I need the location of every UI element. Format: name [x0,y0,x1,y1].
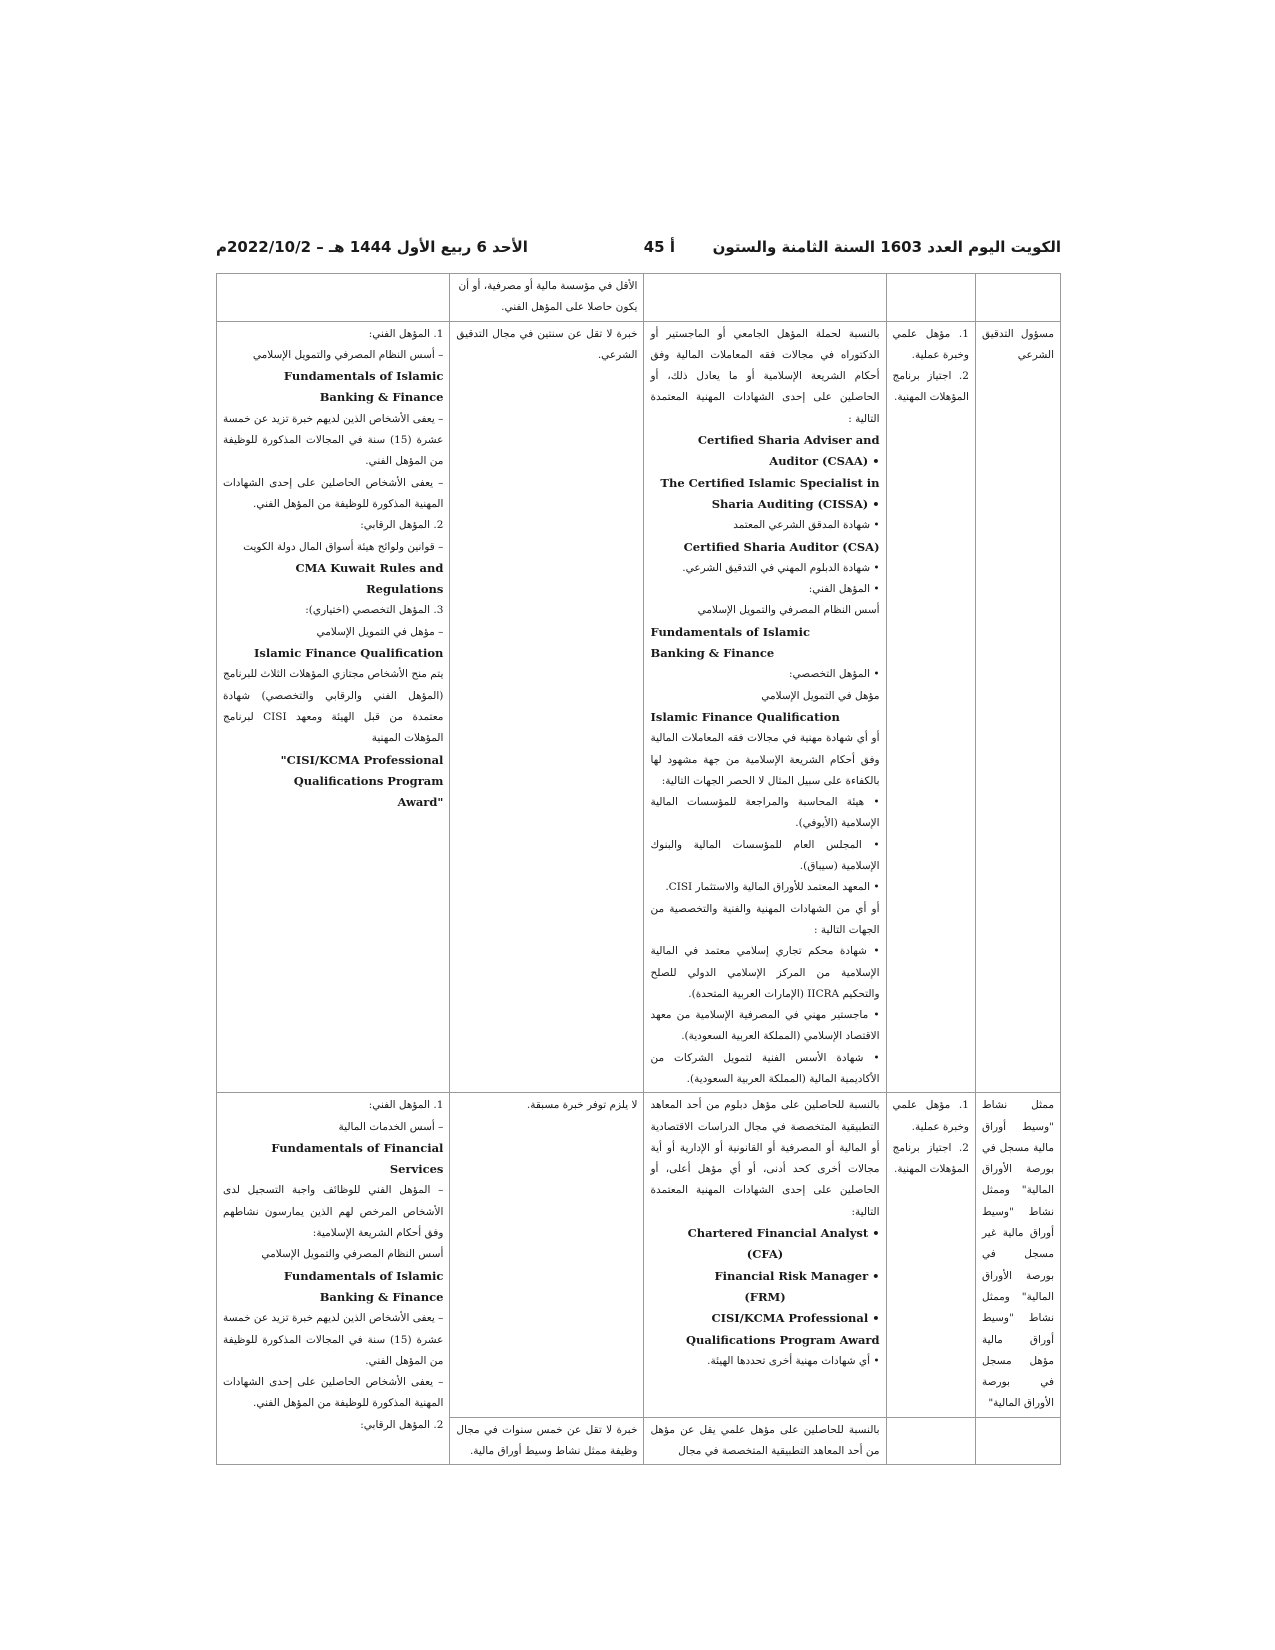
cell-text: • المؤهل الفني: [808,583,880,596]
academic-cell [644,1093,886,1417]
qualifications-table [216,273,1061,1465]
experience-cell [450,321,644,1093]
cell-text: • المعهد المعتمد للأوراق المالية والاستثمار CISI. [665,881,880,894]
cell-text-english: The Certified Islamic Specialist in Sharia Auditing (CISSA) • [660,475,880,511]
experience-text: الأقل في مؤسسة مالية أو مصرفية، أو أن [458,280,638,292]
cell-text-english: Chartered Financial Analyst • [687,1226,880,1241]
page-header [216,238,1061,266]
academic-cell [644,321,886,1093]
cell-text-english: "CISI/KCMA Professional [280,752,444,767]
cell-text: 3. المؤهل التخصصي (اختياري): [305,604,444,617]
cell-text-english: Certified Sharia Adviser and Auditor (CSAA) • [697,433,880,469]
cell-text: يتم منح الأشخاص مجتازي المؤهلات الثلاث للبرنامج (المؤهل الفني والرقابي والتخصصي) شهادة معتمدة من قبل الهيئة ومعهد CISI لبرنامج المؤهلات المهنية [223,668,444,745]
experience-cell [450,274,644,322]
table-row-securities-broker [217,1093,1061,1417]
cell-text-english: Fundamentals of Islamic [650,624,810,639]
cell-text: – يعفى الأشخاص الذين لديهم خبرة تزيد عن خمسة عشرة (15) سنة في المجالات المذكورة للوظيفة من المؤهل الفني. [223,1312,444,1367]
cell-text: • المؤهل التخصصي: [789,668,880,681]
experience-text: خبرة لا تقل عن خمس سنوات في مجال وظيفة ممثل نشاط وسيط أوراق مالية. [456,1423,638,1458]
cell-text: 2. المؤهل الرقابي: [360,1418,444,1431]
cell-text: – يعفى الأشخاص الحاصلين على إحدى الشهادات المهنية المذكورة للوظيفة من المؤهل الفني. [223,1376,444,1410]
cell-text-english: CISI/KCMA Professional • [711,1311,880,1326]
cell-text: أو أي من الشهادات المهنية والفنية والتخصصية من الجهات التالية : [650,902,880,936]
table-row-continuation [217,274,1061,322]
requirements-cell [886,321,975,1093]
professional-cell [217,321,450,1093]
cell-text-english: Certified Sharia Auditor (CSA) [683,539,880,554]
cell-text: أسس النظام المصرفي والتمويل الإسلامي [697,604,880,617]
cell-text: • شهادة الأسس الفنية لتمويل الشركات من الأكاديمية المالية (المملكة العربية السعودية). [650,1051,880,1085]
requirements-cell [886,274,975,322]
cell-text: بالنسبة لحملة المؤهل الجامعي أو الماجستير أو الدكتوراه في مجالات فقه المعاملات المالية وفق أحكام الشريعة الإسلامية أو ما يعادل ذلك، أو الحاصلين على إحدى الشهادات المهنية المعتمدة التالية : [650,327,880,425]
cell-text: – المؤهل الفني للوظائف واجبة التسجيل لدى الأشخاص المرخص لهم الذين يمارسون نشاطهم وفق أحكام الشريعة الإسلامية: [223,1184,444,1240]
requirement-item: 1. مؤهل علمي وخبرة عملية. [892,1099,969,1133]
professional-cell [217,274,450,322]
job-title-cell [975,1417,1060,1465]
cell-text: • هيئة المحاسبة والمراجعة للمؤسسات المالية الإسلامية (الأيوفي). [650,796,880,830]
cell-text-english: Banking & Finance [319,390,444,405]
cell-text-english: Banking & Finance [650,646,775,661]
academic-cell [644,274,886,322]
cell-text-english: Qualifications Program [293,773,444,788]
academic-text: بالنسبة للحاصلين على مؤهل علمي يقل عن مؤهل من أحد المعاهد التطبيقية المتخصصة في مجال [650,1423,880,1458]
cell-text: 1. المؤهل الفني: [368,1099,444,1112]
cell-text: • المجلس العام للمؤسسات المالية والبنوك الإسلامية (سيباق). [650,838,880,873]
cell-text: – يعفى الأشخاص الحاصلين على إحدى الشهادات المهنية المذكورة للوظيفة من المؤهل الفني. [223,476,444,510]
experience-cell [450,1093,644,1417]
job-title-cell [975,1093,1060,1417]
experience-cell [450,1417,644,1465]
requirement-item: 2. اجتياز برنامج المؤهلات المهنية. [892,1141,969,1176]
job-title-cell [975,321,1060,1093]
table-row-sharia-audit [217,321,1061,1093]
requirements-cell [886,1417,975,1465]
requirements-cell [886,1093,975,1417]
cell-text: مؤهل في التمويل الإسلامي [761,689,880,702]
cell-text-english: Services [389,1162,444,1177]
cell-text: • شهادة المدقق الشرعي المعتمد [733,519,880,532]
experience-text: لا يلزم توفر خبرة مسبقة. [526,1099,638,1112]
cell-text-english: Islamic Finance Qualification [650,709,840,724]
cell-text: – يعفى الأشخاص الذين لديهم خبرة تزيد عن خمسة عشرة (15) سنة في المجالات المذكورة للوظيفة من المؤهل الفني. [223,412,444,468]
cell-text: • شهادة محكم تجاري إسلامي معتمد في المالية الإسلامية من المركز الإسلامي الدولي للصلح والتحكيم IICRA (الإمارات العربية المتحدة). [650,945,880,1000]
job-title: مسؤول التدقيق الشرعي [981,327,1054,361]
academic-cell [644,1417,886,1465]
cell-text: بالنسبة للحاصلين على مؤهل دبلوم من أحد المعاهد التطبيقية المتخصصة في مجال الدراسات الاقتصادية أو المالية أو المصرفية أو القانونية أو الإدارية أو أية مجالات أخرى كحد أدنى، أو أي مؤهل أعلى، أو الحاصلين على إحدى الشهادات المهنية المعتمدة التالية: [650,1099,880,1218]
cell-text-english: Financial Risk Manager • [714,1268,880,1283]
issue-date: الأحد 6 ربيع الأول 1444 هـ – 2022/10/2م [216,238,528,256]
cell-text-english: Fundamentals of Islamic [283,1268,444,1283]
cell-text: – أسس الخدمات المالية [338,1120,444,1133]
cell-text-english: Islamic Finance Qualification [254,646,444,661]
page-number: أ 45 [643,238,675,256]
cell-text-english: (CFA) [746,1247,784,1262]
requirement-item: 2. اجتياز برنامج المؤهلات المهنية. [892,370,969,404]
professional-cell [217,1093,450,1465]
cell-text-english: Fundamentals of Islamic [283,369,444,384]
cell-text: • ماجستير مهني في المصرفية الإسلامية من معهد الاقتصاد الإسلامي (المملكة العربية السعودية). [650,1009,880,1043]
cell-text-english: Award" [397,795,444,810]
cell-text: أسس النظام المصرفي والتمويل الإسلامي [261,1248,444,1261]
job-title: ممثل نشاط "وسيط أوراق مالية مسجل في بورصة الأوراق المالية" وممثل نشاط "وسيط أوراق مالية غير مسجل في بورصة الأوراق المالية" وممثل نشاط "وسيط أوراق مالية مؤهل مسجل في بورصة الأوراق المالية" [981,1099,1054,1410]
cell-text: – مؤهل في التمويل الإسلامي [316,625,444,638]
cell-text-english: Qualifications Program Award [685,1332,880,1347]
cell-text-english: Regulations [366,582,444,597]
requirement-item: 1. مؤهل علمي وخبرة عملية. [892,327,969,361]
cell-text-english: Banking & Finance [319,1289,444,1304]
cell-text: – أسس النظام المصرفي والتمويل الإسلامي [252,348,444,361]
cell-text: 2. المؤهل الرقابي: [360,519,444,532]
cell-text: • أي شهادات مهنية أخرى تحددها الهيئة. [707,1354,880,1367]
cell-text: – قوانين ولوائح هيئة أسواق المال دولة الكويت [243,540,444,553]
job-title-cell [975,274,1060,322]
cell-text-english: CMA Kuwait Rules and [295,560,444,575]
experience-text: يكون حاصلا على المؤهل الفني. [501,301,638,314]
issue-info: الكويت اليوم العدد 1603 السنة الثامنة والستون [712,238,1061,256]
cell-text-english: Fundamentals of Financial [271,1140,444,1155]
experience-text: خبرة لا تقل عن سنتين في مجال التدقيق الشرعي. [456,327,638,361]
cell-text-english: (FRM) [744,1289,786,1304]
cell-text: 1. المؤهل الفني: [368,327,444,340]
cell-text: أو أي شهادة مهنية في مجالات فقه المعاملات المالية وفق أحكام الشريعة الإسلامية من جهة مشهود لها بالكفاءة على سبيل المثال لا الحصر الجهات التالية: [650,732,880,787]
cell-text: • شهادة الدبلوم المهني في التدقيق الشرعي. [682,561,880,574]
